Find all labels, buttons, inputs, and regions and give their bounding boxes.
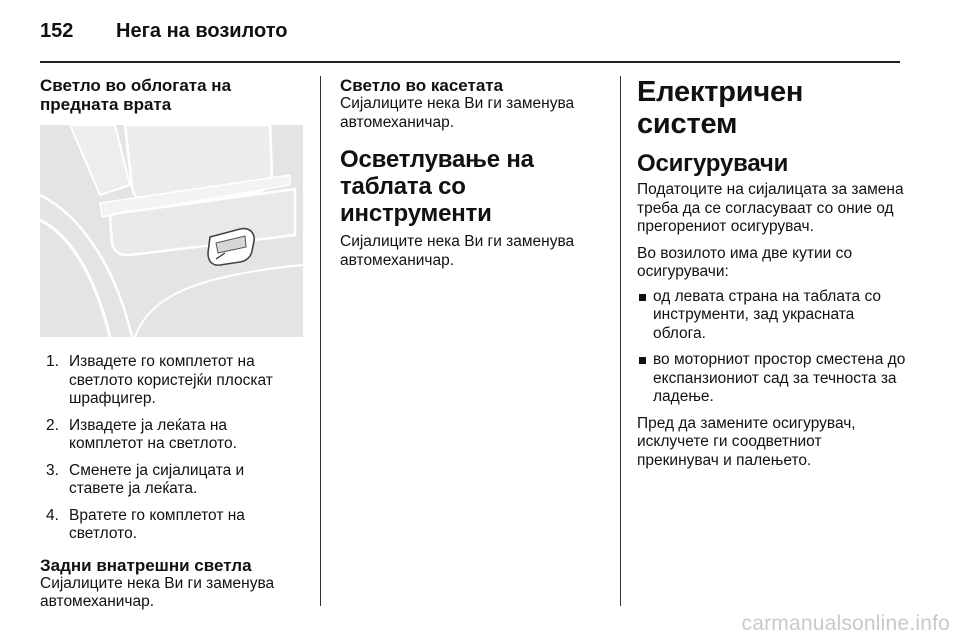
fuses-paragraph-1: Податоците на сијалицата за замена треба да се согласуваат со оние од прегорениот осигурувач. (637, 181, 904, 235)
column-divider-2 (620, 76, 621, 606)
step-item: 3. Сменете ја сијалицата и ставете ја леќата. (46, 461, 245, 497)
section-heading-rear-interior-lights: Задни внатрешни светла (40, 555, 252, 575)
step-item: 4. Вратете го комплетот на светлото. (46, 506, 245, 542)
fuses-paragraph-2: Во возилото има две кутии со осигурувачи: (637, 244, 853, 280)
header-rule (40, 61, 900, 63)
door-light-drawing (40, 125, 303, 337)
list-item: во моторниот простор сместена до експанзиониот сад за течноста за ладење. (637, 351, 907, 407)
step-list (40, 353, 303, 544)
section-heading-instrument-panel-lighting: Осветлување на таблата со инструменти (340, 146, 534, 227)
fuses-paragraph-3: Пред да замените осигурувач, исклучете ги соодветниот прекинувач и палењето. (637, 414, 856, 469)
bullet-square-icon (639, 357, 646, 364)
chapter-heading-electrical-system: Електричен систем (637, 76, 804, 140)
door-light-illustration (40, 125, 303, 337)
step-item: 2. Извадете ја леќата на комплетот на светлото. (46, 416, 237, 452)
page-header (40, 10, 900, 60)
watermark: carmanualsonline.info (741, 612, 950, 635)
bullet-square-icon (639, 294, 646, 301)
column-1 (40, 76, 303, 612)
list-item: од левата страна на таблата со инструменти, зад украсната облога. (637, 288, 907, 344)
column-2 (340, 76, 605, 270)
section-heading-cassette-light: Светло во касетата (340, 76, 504, 95)
column-divider-1 (320, 76, 321, 606)
section-heading-front-door-light: Светло во облогата на предната врата (40, 76, 232, 114)
rear-lights-text: Сијалиците нека Ви ги заменува автомеханичар. (40, 574, 275, 610)
column-3 (637, 76, 907, 470)
instrument-panel-text: Сијалиците нека Ви ги заменува автомеханичар. (340, 233, 575, 269)
section-heading-fuses: Осигурувачи (637, 150, 789, 177)
fuse-box-list (637, 288, 907, 407)
running-title: Нега на возилото (116, 20, 288, 42)
step-item: 1. Извадете го комплетот на светлото користејќи плоскат шрафцигер. (46, 353, 273, 407)
cassette-light-text: Сијалиците нека Ви ги заменува автомеханичар. (340, 95, 575, 131)
page-number: 152 (40, 20, 74, 42)
